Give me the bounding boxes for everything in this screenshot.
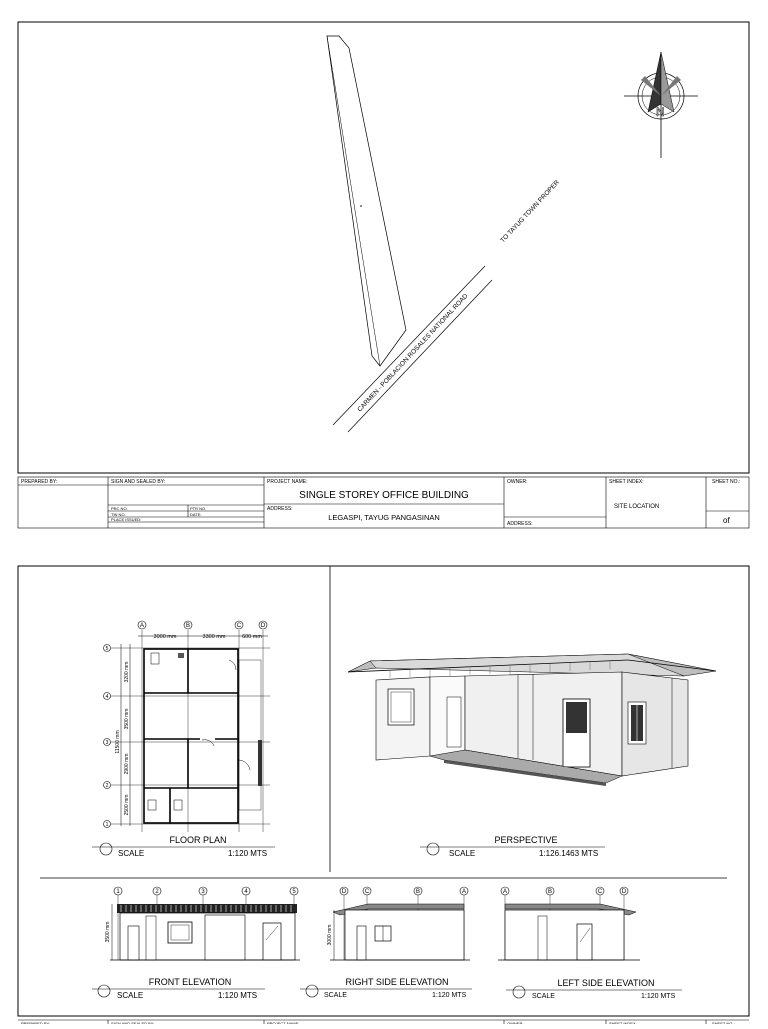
fp-dim-top-2: 3300 mm [202,634,226,640]
tb1-address-label: ADDRESS: [267,506,293,512]
fp-dim-side-1: 3200 mm [124,661,130,683]
perspective-window-left [388,689,414,725]
left-elevation-symbol [513,986,525,998]
lot-point [360,205,362,207]
floor-plan [92,621,275,858]
tb1-owner-address-label: ADDRESS: [507,521,533,527]
tb2-owner-label: OWNER: [507,1021,524,1024]
lot-edge [327,36,380,366]
fp-dim-top-3: 600 mm [242,634,262,640]
tb2-sheet-index-label: SHEET INDEX: [609,1021,637,1024]
right-elevation-height-dim: 3000 mm [327,924,333,946]
tb2-signed-label: SIGN AND SEALED BY: [111,1021,155,1024]
plans-elevations-drawing [0,560,768,1024]
sheet-1-border [18,22,749,473]
road-label: CARMEN - POBLACION ROSALES NATIONAL ROAD [356,292,470,414]
tb1-date-label: DATE: [190,512,202,517]
svg-text:3: 3 [105,740,109,746]
svg-text:B: B [185,623,191,629]
floor-plan-title: FLOOR PLAN [169,835,227,845]
svg-text:D: D [260,623,266,629]
tb1-prc-label: PRC NO. [111,506,128,511]
svg-text:4: 4 [105,694,109,700]
perspective-symbol [427,843,439,855]
floor-plan-scale-label: SCALE [118,849,145,858]
perspective-view [348,654,716,858]
front-elevation-height-dim: 3500 mm [105,921,111,943]
left-elevation-title: LEFT SIDE ELEVATION [557,978,655,988]
tb1-tin-label: TIN NO. [111,512,126,517]
front-elevation [92,887,300,1000]
svg-text:B: B [547,889,553,895]
tb1-address: LEGASPI, TAYUG PANGASINAN [328,513,440,522]
floor-plan-grid-numbers [104,645,111,829]
right-side-elevation [300,887,472,999]
left-elevation-scale-value: 1:120 MTS [641,993,676,1000]
right-elevation-scale-label: SCALE [324,992,347,999]
svg-text:C: C [597,889,603,895]
fp-dim-side-2: 3500 mm [124,708,130,730]
tb1-sheet-index-label: SHEET INDEX: [609,479,644,485]
perspective-title: PERSPECTIVE [494,835,558,845]
north-arrow-icon [624,52,698,158]
svg-text:A: A [502,889,508,895]
svg-text:D: D [621,889,627,895]
svg-text:4: 4 [244,889,248,895]
perspective-scale-value: 1:126.1463 MTS [539,849,599,858]
fp-dim-top-1: 3000 mm [153,634,177,640]
tb1-project-name-label: PROJECT NAME: [267,479,308,485]
floor-plan-symbol [100,843,112,855]
tb1-sheet-no-label: SHEET NO.: [712,479,741,485]
sheet-2 [0,560,768,1024]
front-elevation-scale-value: 1:120 MTS [218,991,258,1000]
svg-text:2: 2 [105,783,109,789]
svg-text:5: 5 [105,646,109,652]
floor-plan-scale-value: 1:120 MTS [228,849,268,858]
tb1-place-label: PLACE ISSUED: [111,517,142,522]
north-label: N [656,105,665,119]
fp-dim-overall: 11500 mm [115,730,121,754]
svg-text:B: B [415,889,421,895]
tb1-prepared-by-label: PREPARED BY: [21,479,58,485]
tb2-sheet-no-label: SHEET NO.: [712,1021,735,1024]
svg-text:2: 2 [155,889,159,895]
front-elevation-symbol [98,985,110,997]
svg-text:3: 3 [201,889,205,895]
svg-text:D: D [341,889,347,895]
svg-text:A: A [461,889,467,895]
left-side-elevation [498,887,682,1000]
lot-outline [327,36,406,366]
svg-text:1: 1 [116,889,120,895]
right-elevation-title: RIGHT SIDE ELEVATION [345,977,449,987]
tb2-project-name-label: PROJECT NAME: [267,1021,300,1024]
right-elevation-scale-value: 1:120 MTS [432,992,467,999]
left-elevation-scale-label: SCALE [532,993,555,1000]
tb1-project-name: SINGLE STOREY OFFICE BUILDING [299,490,469,501]
road-edge-1 [333,266,485,425]
svg-text:5: 5 [292,889,296,895]
floor-plan-grid-letters [138,621,267,629]
perspective-scale-label: SCALE [449,849,476,858]
tb1-signed-label: SIGN AND SEALED BY: [111,479,166,485]
right-elevation-symbol [306,985,318,997]
tb1-sheet-index-value: SITE LOCATION [614,504,660,510]
fp-dim-side-3: 2900 mm [124,753,130,775]
svg-text:C: C [236,623,242,629]
front-elevation-scale-label: SCALE [117,991,144,1000]
tb1-ptr-label: PTR NO. [190,506,207,511]
front-elevation-title: FRONT ELEVATION [148,977,232,987]
fp-dim-side-4: 2500 mm [124,794,130,816]
tb2-prepared-by-label: PREPARED BY: [21,1021,51,1024]
svg-text:A: A [139,623,145,629]
svg-text:C: C [364,889,370,895]
svg-text:1: 1 [105,822,109,828]
tb1-owner-label: OWNER: [507,479,528,485]
direction-label: TO TAYUG TOWN PROPER [499,179,561,245]
tb1-sheet-of: of [723,516,730,525]
